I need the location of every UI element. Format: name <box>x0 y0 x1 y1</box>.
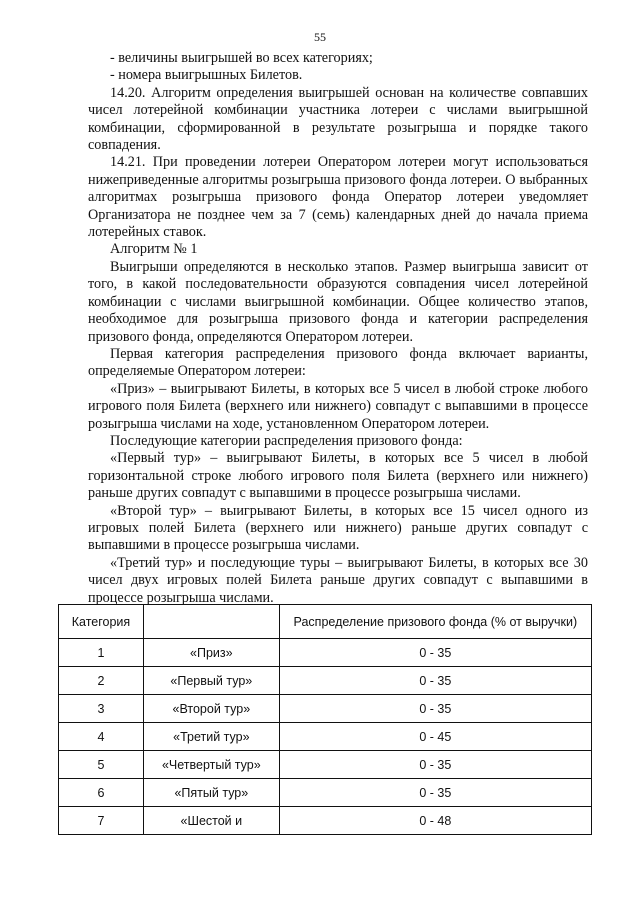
page-number: 55 <box>314 30 326 44</box>
header-distribution: Распределение призового фонда (% от выручки) <box>279 605 591 639</box>
category-share: 0 - 35 <box>279 751 591 779</box>
paragraph: «Второй тур» – выигрывают Билеты, в которых все 15 чисел одного из игровых полей Билета (верхнего или нижнего) раньше других совпадут с выпавшими в процессе розыгрыша числами. <box>88 502 588 554</box>
category-name: «Шестой и <box>143 807 279 835</box>
paragraph: «Первый тур» – выигрывают Билеты, в которых все 5 чисел в любой горизонтальной строке любого игрового поля Билета (верхнего или нижнего) раньше других совпадут с выпавшими в процессе розыгрыша числами. <box>88 450 588 502</box>
table-row <box>59 723 592 751</box>
category-share: 0 - 35 <box>279 695 591 723</box>
table-row <box>59 695 592 723</box>
category-name: «Приз» <box>143 639 279 667</box>
category-number: 3 <box>59 695 144 723</box>
paragraph: - номера выигрышных Билетов. <box>110 67 303 84</box>
paragraph: 14.20. Алгоритм определения выигрышей основан на количестве совпавших чисел лотерейной комбинации участника лотереи с числами выигрышной комбинации, сформированной в результате розыгрыша и порядке такого совпадения. <box>88 84 588 154</box>
paragraph: Последующие категории распределения призового фонда: <box>110 432 463 449</box>
category-number: 2 <box>59 667 144 695</box>
table-row <box>59 807 592 835</box>
header-category: Категория <box>59 605 144 639</box>
paragraph: «Приз» – выигрывают Билеты, в которых все 5 чисел в любой строке любого игрового поля Билета (верхнего или нижнего) совпадут с выпавшими в процессе розыгрыша числами на ходе, установленном Оператором лотереи. <box>88 380 588 432</box>
category-share: 0 - 45 <box>279 723 591 751</box>
category-name: «Пятый тур» <box>143 779 279 807</box>
category-name: «Третий тур» <box>143 723 279 751</box>
category-name: «Второй тур» <box>143 695 279 723</box>
body-text <box>88 50 588 607</box>
prize-distribution-table <box>58 604 592 835</box>
category-number: 5 <box>59 751 144 779</box>
header-name <box>143 605 279 639</box>
category-name: «Четвертый тур» <box>143 751 279 779</box>
category-number: 6 <box>59 779 144 807</box>
table-header-row <box>59 605 592 639</box>
paragraph: Первая категория распределения призового фонда включает варианты, определяемые Оператором лотереи: <box>88 345 588 380</box>
category-number: 7 <box>59 807 144 835</box>
category-share: 0 - 35 <box>279 639 591 667</box>
table-row <box>59 751 592 779</box>
category-share: 0 - 35 <box>279 667 591 695</box>
table-row <box>59 667 592 695</box>
paragraph: «Третий тур» и последующие туры – выигрывают Билеты, в которых все 30 чисел двух игровых полей Билета раньше других совпадут с выпавшими в процессе розыгрыша числами. <box>88 554 588 606</box>
category-share: 0 - 48 <box>279 807 591 835</box>
table-row <box>59 639 592 667</box>
paragraph: - величины выигрышей во всех категориях; <box>110 50 373 66</box>
category-number: 4 <box>59 723 144 751</box>
category-share: 0 - 35 <box>279 779 591 807</box>
category-name: «Первый тур» <box>143 667 279 695</box>
paragraph: 14.21. При проведении лотереи Оператором лотереи могут использоваться нижеприведенные алгоритмы розыгрыша призового фонда лотереи. О выбранных алгоритмах розыгрыша призового фонда Оператор лотереи уведомляет Организатора не позднее чем за 7 (семь) календарных дней до начала приема лотерейных ставок. <box>88 154 588 241</box>
paragraph: Выигрыши определяются в несколько этапов. Размер выигрыша зависит от того, в какой последовательности образуются совпадения чисел лотерейной комбинации с числами выигрышной комбинации. Общее количество этапов, необходимое для розыгрыша призового фонда и категории распределения призового фонда, определяются Оператором лотереи. <box>88 258 588 345</box>
category-number: 1 <box>59 639 144 667</box>
table-row <box>59 779 592 807</box>
section-heading: Алгоритм № 1 <box>110 241 198 258</box>
